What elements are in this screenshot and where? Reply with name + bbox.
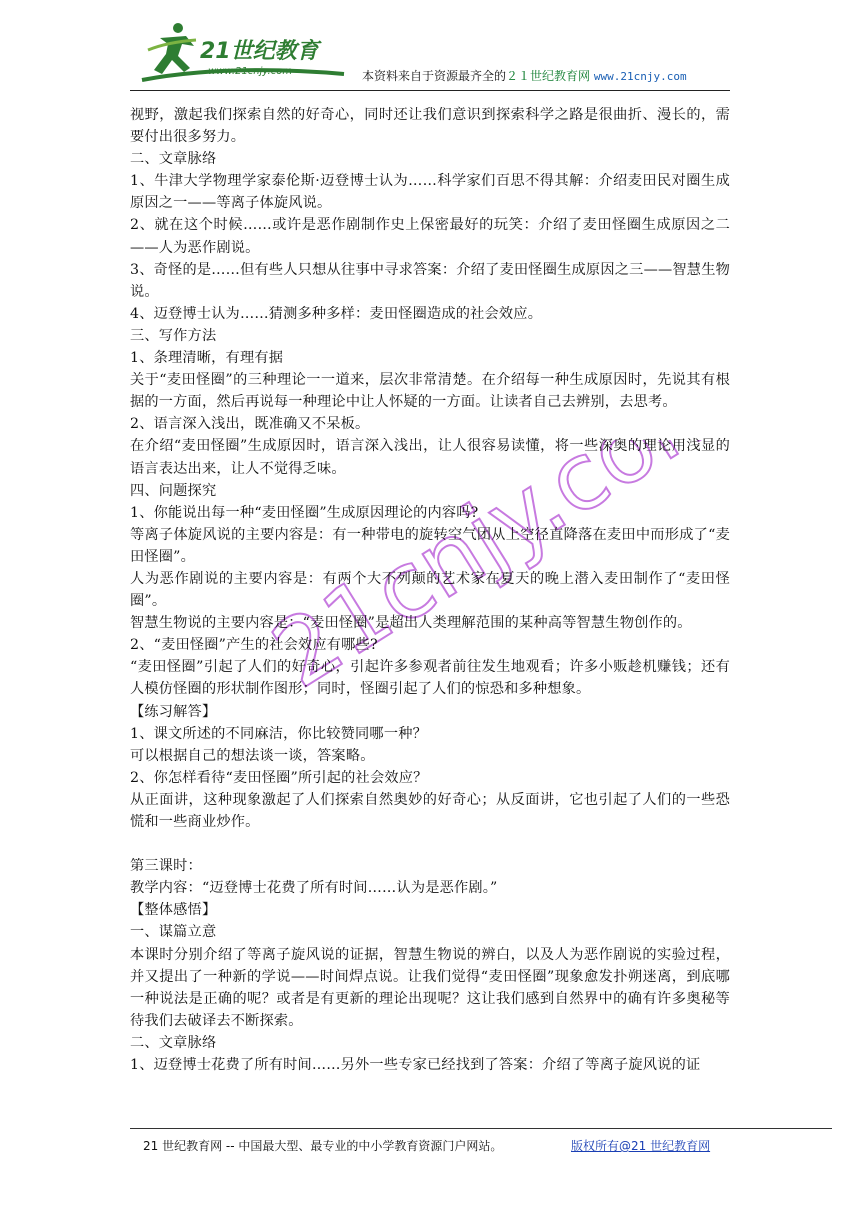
- lesson-title: 第三课时：: [130, 858, 202, 875]
- paragraph: 在介绍“麦田怪圈”生成原因时，语言深入浅出，让人很容易读懂，将一些深奥的理论用浅显的语言表达出来，让人不觉得乏味。: [130, 438, 730, 477]
- paragraph: 教学内容：“迈登博士花费了所有时间……认为是恶作剧。”: [130, 880, 498, 897]
- section-heading: 一、谋篇立意: [130, 924, 217, 941]
- paragraph: 2、就在这个时候……或许是恶作剧制作史上保密最好的玩笑：介绍了麦田怪圈生成原因之二——人为恶作剧说。: [130, 217, 730, 256]
- section-heading: 二、文章脉络: [130, 1034, 217, 1051]
- paragraph: 等离子体旋风说的主要内容是：有一种带电的旋转空气团从上空径直降落在麦田中而形成了“麦田怪圈”。: [130, 526, 730, 565]
- paragraph: 1、牛津大学物理学家泰伦斯·迈登博士认为……科学家们百思不得其解：介绍麦田民对圈生成原因之一——等离子体旋风说。: [130, 173, 730, 212]
- paragraph: 可以根据自己的想法谈一谈，答案略。: [130, 747, 375, 764]
- question: 2、你怎样看待“麦田怪圈”所引起的社会效应？: [130, 769, 428, 786]
- document-body: [130, 104, 730, 1076]
- paragraph: “麦田怪圈”引起了人们的好奇心，引起许多参观者前往发生地观看；许多小贩趁机赚钱；还有人模仿怪圈的形状制作图形；同时，怪圈引起了人们的惊恐和多种想象。: [130, 659, 730, 698]
- paragraph: 1、迈登博士花费了所有时间……另外一些专家已经找到了答案：介绍了等离子旋风说的证: [130, 1057, 701, 1074]
- section-heading: 二、文章脉络: [130, 151, 217, 168]
- paragraph: 智慧生物说的主要内容是：“麦田怪圈”是超出人类理解范围的某种高等智慧生物创作的。: [130, 615, 692, 632]
- paragraph: 视野，激起我们探索自然的好奇心，同时还让我们意识到探索科学之路是很曲折、漫长的，需要付出很多努力。: [130, 107, 730, 146]
- paragraph: 3、奇怪的是……但有些人只想从往事中寻求答案：介绍了麦田怪圈生成原因之三——智慧生物说。: [130, 261, 730, 300]
- watermark-text: 21cnjy.com: [270, 440, 710, 700]
- logo-title: 21世纪教育: [200, 39, 319, 64]
- page-footer: [143, 1137, 711, 1154]
- header-divider: [130, 90, 730, 91]
- blank-line: [130, 833, 730, 855]
- paragraph: 本课时分别介绍了等离子旋风说的证据，智慧生物说的辨白，以及人为恶作剧说的实验过程，并又提出了一种新的学说——时间焊点说。让我们觉得“麦田怪圈”现象愈发扑朔迷离，到底哪一种说法是正确的呢？或者是有更新的理论出现呢？这让我们感到自然界中的确有许多奥秘等待我们去破译去不断探索。: [130, 946, 730, 1029]
- paragraph: 人为恶作剧说的主要内容是：有两个大不列颠的艺术家在夏天的晚上潜入麦田制作了“麦田怪圈”。: [130, 570, 730, 610]
- page-header: [130, 20, 730, 88]
- logo-url: www.21cnjy.com: [208, 66, 293, 77]
- header-note-prefix: 本资料来自于资源最齐全的: [362, 69, 507, 83]
- header-site-link[interactable]: ２１世纪教育网: [506, 69, 591, 83]
- section-heading: 三、写作方法: [130, 327, 217, 344]
- question: 2、“麦田怪圈”产生的社会效应有哪些?: [130, 637, 378, 654]
- header-url-link[interactable]: www.21cnjy.com: [593, 70, 687, 83]
- question: 1、你能说出每一种“麦田怪圈”生成原因理论的内容吗?: [130, 504, 479, 521]
- section-heading: 四、问题探究: [130, 482, 217, 499]
- subheading: 1、条理清晰，有理有据: [130, 350, 284, 367]
- paragraph: 关于“麦田怪圈”的三种理论一一道来，层次非常清楚。在介绍每一种生成原因时，先说其有根据的一方面，然后再说每一种理论中让人怀疑的一方面。让读者自己去辨别，去思考。: [130, 372, 730, 411]
- subheading: 2、语言深入浅出，既准确又不呆板。: [130, 416, 370, 433]
- section-heading: 【整体感悟】: [130, 902, 217, 919]
- copyright-link[interactable]: 版权所有@21 世纪教育网: [571, 1139, 711, 1153]
- paragraph: 从正面讲，这种现象激起了人们探索自然奥妙的好奇心；从反面讲，它也引起了人们的一些恐慌和一些商业炒作。: [130, 791, 730, 830]
- paragraph: 4、迈登博士认为……猜测多种多样：麦田怪圈造成的社会效应。: [130, 305, 543, 322]
- footer-divider: [130, 1128, 832, 1129]
- question: 1、课文所述的不同麻洁，你比较赞同哪一种？: [130, 725, 427, 742]
- site-logo: [138, 20, 348, 86]
- section-heading: 【练习解答】: [130, 703, 217, 720]
- footer-text: 21 世纪教育网 -- 中国最大型、最专业的中小学教育资源门户网站。: [143, 1139, 503, 1153]
- header-note: [362, 67, 687, 84]
